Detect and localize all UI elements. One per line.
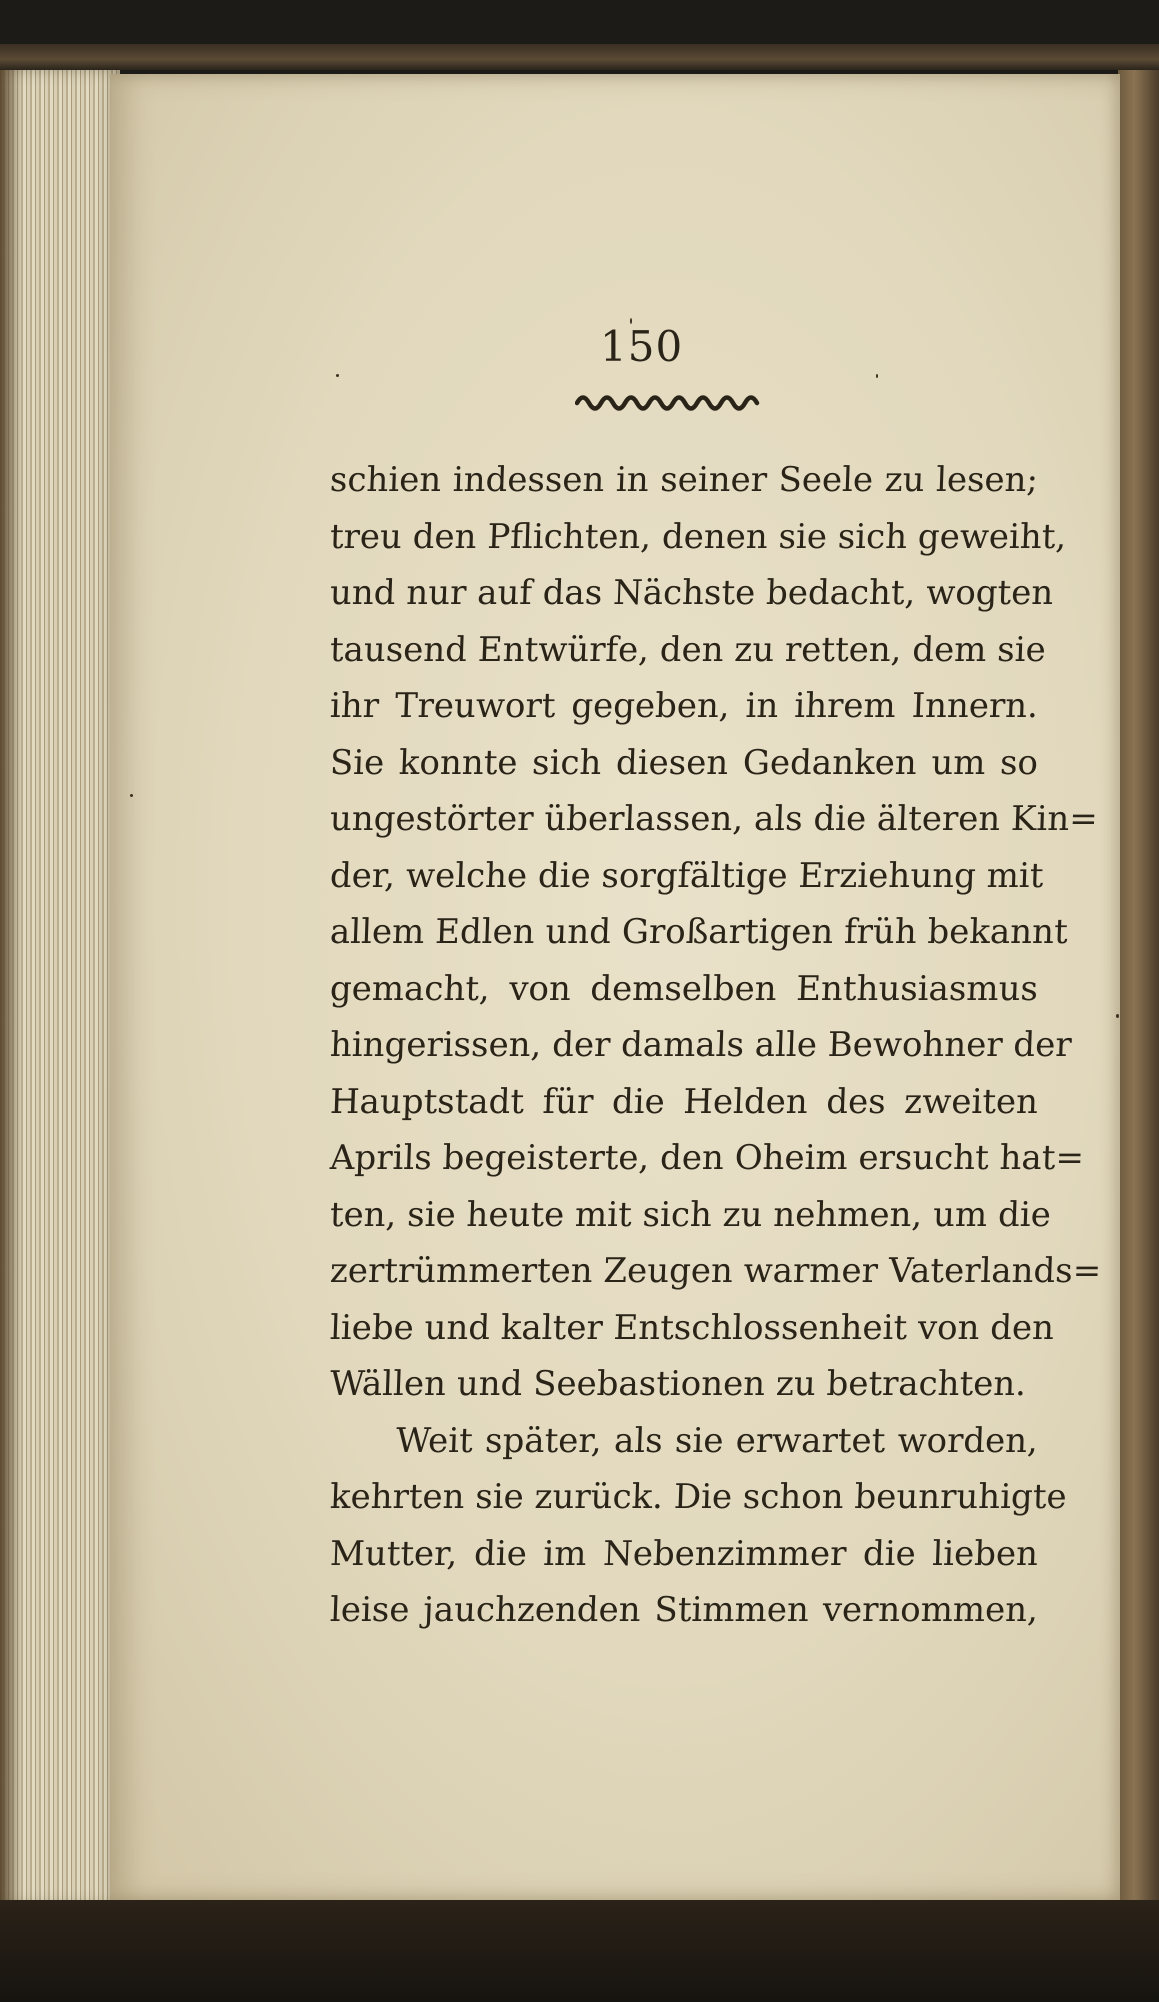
text-line: ten, sie heute mit sich zu nehmen, um die — [329, 1194, 1052, 1235]
text-line: Wällen und Seebastionen zu betrachten. — [329, 1364, 1027, 1404]
wavy-rule-ornament-icon — [575, 386, 765, 412]
text-line: liebe und kalter Entschlossenheit von den — [329, 1307, 1055, 1348]
text-line: treu den Pflichten, denen sie sich geweiht, — [329, 516, 1067, 557]
text-line: der, welche die sorgfältige Erziehung mit — [329, 855, 1045, 896]
text-line: Weit später, als sie erwartet worden, — [395, 1420, 1039, 1461]
text-line: schien indessen in seiner Seele zu lesen; — [329, 460, 1039, 500]
text-line: Aprils begeisterte, den Oheim ersucht hat= — [329, 1138, 1085, 1178]
text-line: Hauptstadt für die Helden des zweiten — [329, 1081, 1039, 1122]
text-line: Mutter, die im Nebenzimmer die lieben — [329, 1533, 1039, 1574]
text-line: Sie konnte sich diesen Gedanken um so — [329, 742, 1039, 783]
paper-speck — [876, 374, 878, 378]
text-line: allem Edlen und Großartigen früh bekannt — [329, 912, 1069, 952]
text-line: gemacht, von demselben Enthusiasmus — [329, 968, 1039, 1009]
text-line: tausend Entwürfe, den zu retten, dem sie — [329, 629, 1047, 670]
text-line: hingerissen, der damals alle Bewohner der — [329, 1025, 1073, 1065]
text-line: leise jauchzenden Stimmen vernommen, — [329, 1590, 1039, 1630]
body-text — [329, 452, 1102, 1639]
text-line: und nur auf das Nächste bedacht, wogten — [329, 573, 1054, 613]
text-line: kehrten sie zurück. Die schon beunruhigte — [329, 1477, 1068, 1517]
text-line: ungestörter überlassen, als die älteren Kin= — [329, 799, 1099, 839]
paper-speck — [130, 794, 133, 797]
page-stack-shadow — [0, 70, 22, 1905]
text-line: zertrümmerten Zeugen warmer Vaterlands= — [329, 1251, 1102, 1291]
paper-speck — [336, 374, 339, 377]
book-cover-bottom-edge — [0, 1900, 1159, 2002]
book-cover-right-edge — [1118, 70, 1159, 1905]
text-line: ihr Treuwort gegeben, in ihrem Innern. — [329, 686, 1039, 726]
book-cover-top-edge — [0, 44, 1159, 70]
paper-speck — [1116, 1014, 1119, 1018]
page-number: 150 — [600, 322, 684, 371]
